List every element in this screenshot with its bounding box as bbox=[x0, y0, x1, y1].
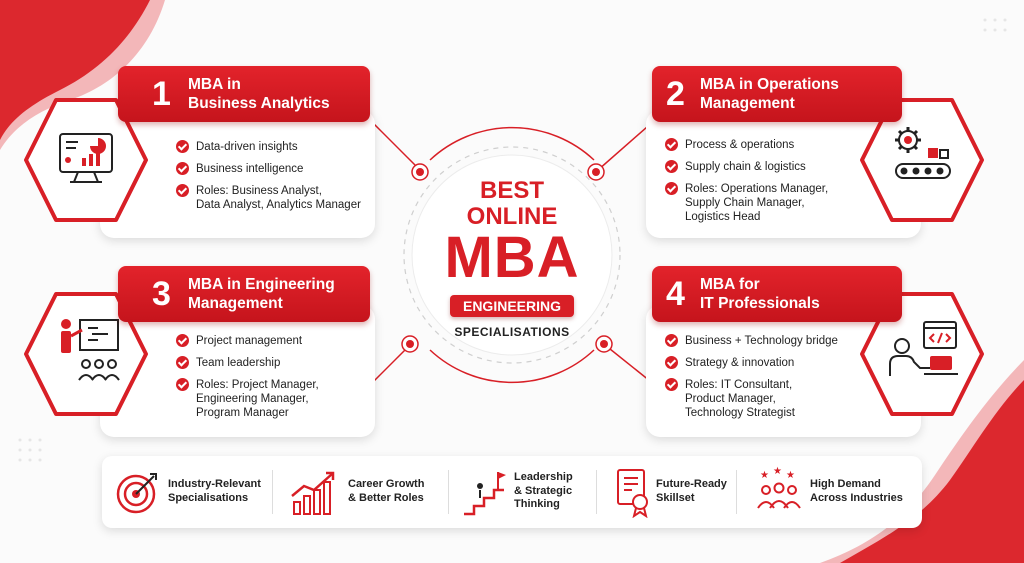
feature-label: Career Growth & Better Roles bbox=[348, 478, 425, 504]
card-3-bullet: Team leadership bbox=[176, 356, 366, 370]
certificate-icon bbox=[614, 468, 654, 518]
engineering-badge bbox=[450, 295, 574, 317]
check-icon bbox=[665, 138, 678, 151]
card-1-bullets bbox=[176, 140, 376, 220]
ribbon-card-4 bbox=[652, 266, 902, 322]
card-3-title bbox=[188, 275, 335, 313]
feature-item bbox=[742, 456, 922, 528]
card-1-bullet: Data-driven insights bbox=[176, 140, 376, 154]
people-stars-icon bbox=[754, 466, 804, 516]
feature-label: Industry-Relevant Specialisations bbox=[168, 478, 261, 504]
feature-label: Leadership & Strategic Thinking bbox=[514, 471, 573, 510]
check-icon bbox=[176, 184, 189, 197]
svg-text:★: ★ bbox=[773, 466, 782, 477]
card-2-title-line1: MBA in Operations bbox=[700, 76, 839, 93]
center-line-specialisations: SPECIALISATIONS bbox=[454, 325, 570, 339]
ribbon-card-2 bbox=[652, 66, 902, 122]
card-3-bullet: Roles: Project Manager, Engineering Manager, Program Manager bbox=[176, 378, 366, 420]
feature-label: Future-Ready Skillset bbox=[656, 478, 727, 504]
card-4-bullet: Strategy & innovation bbox=[665, 356, 860, 370]
card-4-title-line1: MBA for bbox=[700, 276, 760, 293]
card-2-number: 2 bbox=[666, 75, 685, 113]
card-4-bullets bbox=[665, 334, 860, 428]
svg-text:★: ★ bbox=[786, 470, 795, 481]
card-1-bullet: Roles: Business Analyst, Data Analyst, Analytics Manager bbox=[176, 184, 376, 212]
check-icon bbox=[176, 356, 189, 369]
check-icon bbox=[176, 378, 189, 391]
check-icon bbox=[665, 182, 678, 195]
check-icon bbox=[176, 140, 189, 153]
center-line-online: ONLINE bbox=[466, 203, 558, 230]
svg-text:★: ★ bbox=[760, 470, 769, 481]
card-4-bullet: Business + Technology bridge bbox=[665, 334, 860, 348]
card-3-number: 3 bbox=[152, 275, 171, 313]
card-4-number: 4 bbox=[666, 275, 685, 313]
check-icon bbox=[665, 378, 678, 391]
card-3-bullets bbox=[176, 334, 366, 428]
divider bbox=[736, 470, 737, 514]
growth-chart-icon bbox=[290, 470, 340, 516]
card-1-title-line2: Business Analytics bbox=[188, 95, 330, 112]
card-4-bullet: Roles: IT Consultant, Product Manager, Technology Strategist bbox=[665, 378, 860, 420]
center-line-best: BEST bbox=[479, 177, 544, 204]
check-icon bbox=[176, 334, 189, 347]
feature-item bbox=[282, 456, 442, 528]
card-3-title-line2: Management bbox=[188, 295, 283, 312]
check-icon bbox=[176, 162, 189, 175]
divider bbox=[596, 470, 597, 514]
feature-item bbox=[602, 456, 742, 528]
feature-item bbox=[454, 456, 594, 528]
card-2-bullet: Supply chain & logistics bbox=[665, 160, 855, 174]
target-icon bbox=[114, 470, 160, 516]
card-2-bullet: Process & operations bbox=[665, 138, 855, 152]
feature-item bbox=[102, 456, 272, 528]
stairs-flag-icon bbox=[462, 468, 508, 518]
feature-bar bbox=[102, 456, 922, 528]
check-icon bbox=[665, 356, 678, 369]
card-2-bullet: Roles: Operations Manager, Supply Chain Manager, Logistics Head bbox=[665, 182, 855, 224]
check-icon bbox=[665, 160, 678, 173]
engineering-badge-label: ENGINEERING bbox=[462, 298, 561, 314]
card-3-bullet: Project management bbox=[176, 334, 366, 348]
card-1-number: 1 bbox=[152, 75, 171, 113]
divider bbox=[448, 470, 449, 514]
feature-label: High Demand Across Industries bbox=[810, 478, 903, 504]
divider bbox=[272, 470, 273, 514]
card-4-title bbox=[700, 275, 820, 313]
check-icon bbox=[665, 334, 678, 347]
card-4-title-line2: IT Professionals bbox=[700, 295, 820, 312]
card-2-title bbox=[700, 75, 839, 113]
card-1-title-line1: MBA in bbox=[188, 76, 241, 93]
card-2-title-line2: Management bbox=[700, 95, 795, 112]
card-3-title-line1: MBA in Engineering bbox=[188, 276, 335, 293]
card-1-bullet: Business intelligence bbox=[176, 162, 376, 176]
ribbon-card-1 bbox=[118, 66, 370, 122]
card-1-title bbox=[188, 75, 330, 113]
card-2-bullets bbox=[665, 138, 855, 232]
ribbon-card-3 bbox=[118, 266, 370, 322]
center-line-mba: MBA bbox=[444, 225, 580, 290]
